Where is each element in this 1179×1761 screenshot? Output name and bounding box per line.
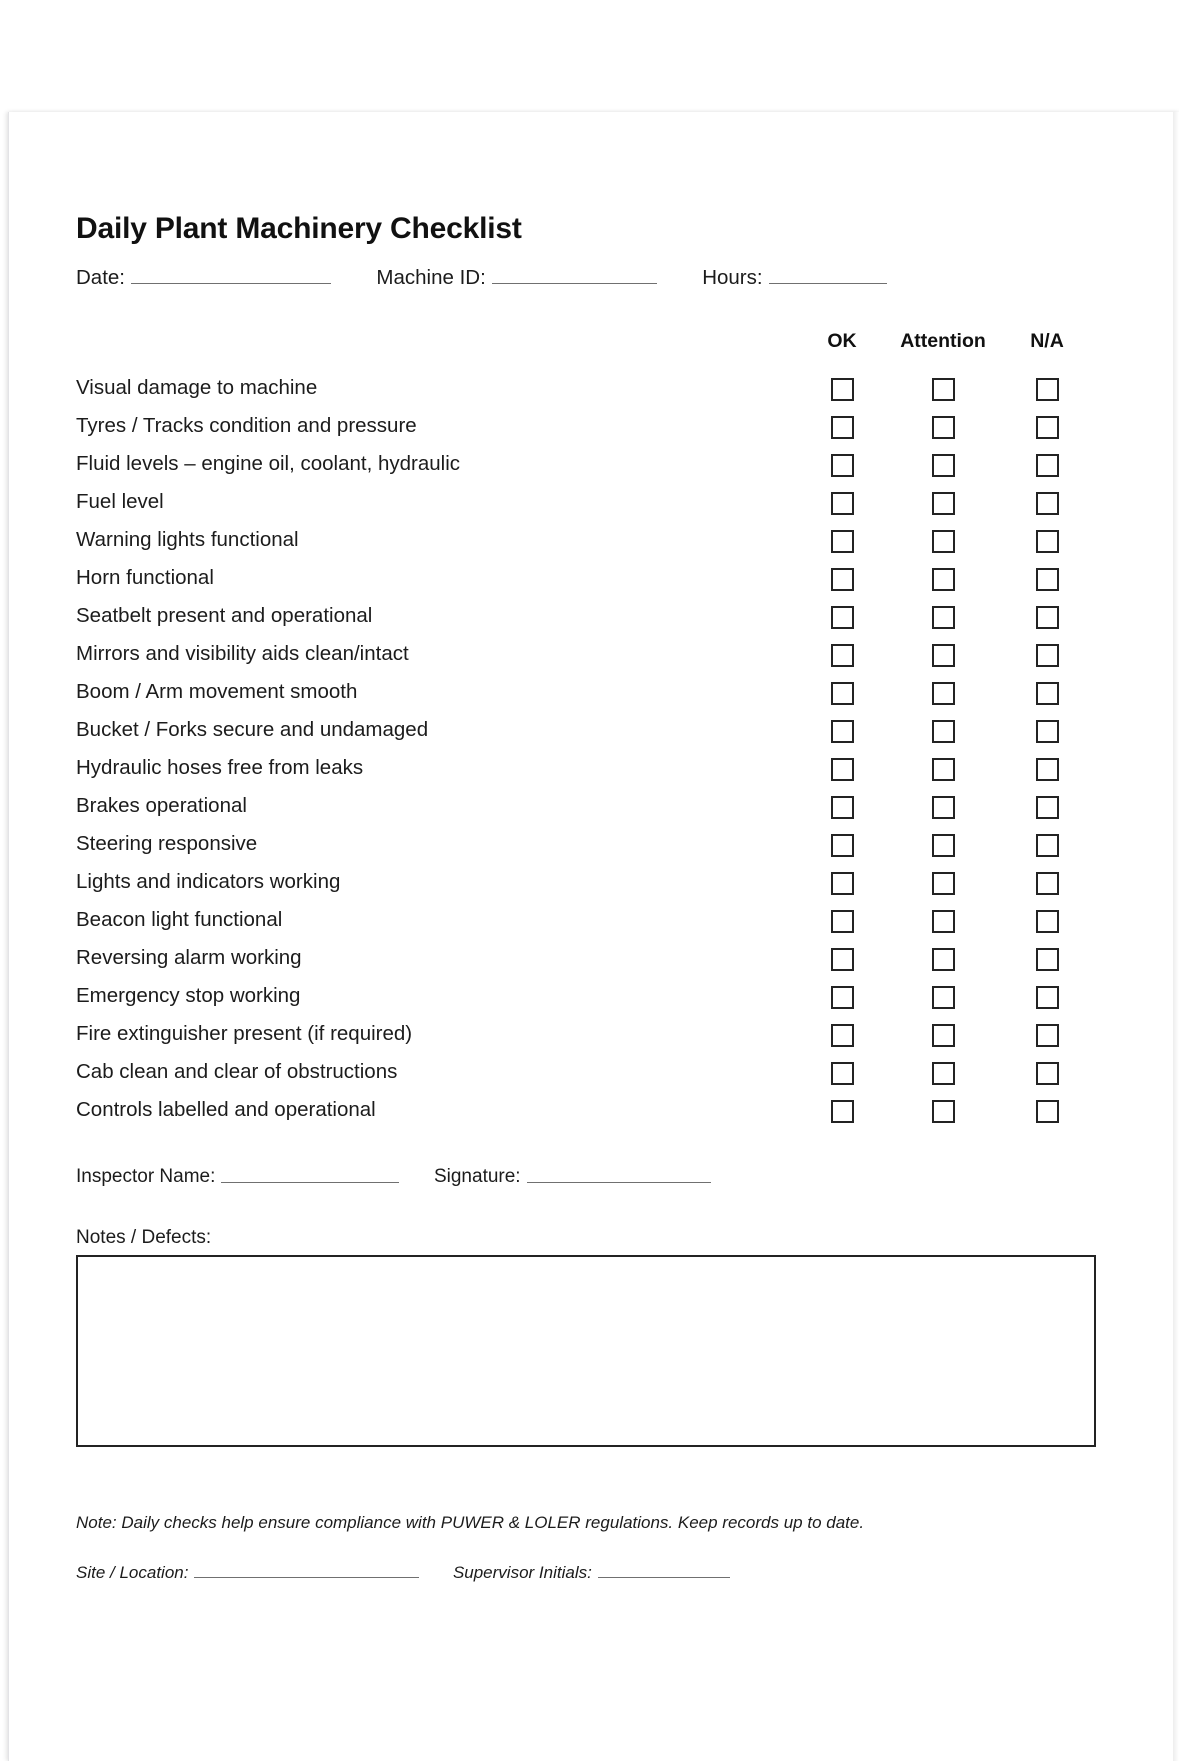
checkbox-cell-ok	[796, 407, 888, 445]
checkbox-ok[interactable]	[831, 454, 854, 477]
checkbox-attention[interactable]	[932, 530, 955, 553]
checkbox-attention[interactable]	[932, 872, 955, 895]
checklist-row	[76, 1053, 1096, 1091]
checkbox-ok[interactable]	[831, 378, 854, 401]
checkbox-ok[interactable]	[831, 416, 854, 439]
checkbox-attention[interactable]	[932, 796, 955, 819]
page-title: Daily Plant Machinery Checklist	[76, 212, 522, 245]
checkbox-ok[interactable]	[831, 1062, 854, 1085]
checkbox-cell-ok	[796, 673, 888, 711]
checklist-row	[76, 1015, 1096, 1053]
checklist-item-label: Visual damage to machine	[76, 376, 318, 400]
hours-field-group	[702, 266, 886, 289]
checkbox-ok[interactable]	[831, 796, 854, 819]
checkbox-cell-na	[998, 597, 1096, 635]
checkbox-ok[interactable]	[831, 492, 854, 515]
checklist-item-label: Steering responsive	[76, 832, 258, 856]
checklist-row	[76, 673, 1096, 711]
checkbox-cell-ok	[796, 559, 888, 597]
checkbox-cell-na	[998, 711, 1096, 749]
checkbox-na[interactable]	[1036, 454, 1059, 477]
checklist-row	[76, 635, 1096, 673]
checklist-item-label: Lights and indicators working	[76, 870, 341, 894]
checkbox-attention[interactable]	[932, 1024, 955, 1047]
site-location-input-rule[interactable]	[194, 1561, 419, 1578]
checkbox-ok[interactable]	[831, 758, 854, 781]
checkbox-ok[interactable]	[831, 872, 854, 895]
checkbox-cell-attention	[888, 749, 998, 787]
checklist-header-row	[76, 330, 1096, 369]
document-content	[76, 212, 1096, 1583]
checklist-row	[76, 825, 1096, 863]
checkbox-cell-ok	[796, 977, 888, 1015]
checkbox-ok[interactable]	[831, 644, 854, 667]
checkbox-ok[interactable]	[831, 1100, 854, 1123]
checkbox-cell-na	[998, 521, 1096, 559]
checkbox-ok[interactable]	[831, 986, 854, 1009]
date-input-rule[interactable]	[131, 264, 331, 284]
checkbox-attention[interactable]	[932, 758, 955, 781]
checkbox-cell-attention	[888, 673, 998, 711]
checkbox-attention[interactable]	[932, 720, 955, 743]
checklist-item-label: Horn functional	[76, 566, 214, 590]
checkbox-cell-attention	[888, 445, 998, 483]
checkbox-cell-na	[998, 559, 1096, 597]
checkbox-attention[interactable]	[932, 682, 955, 705]
checkbox-attention[interactable]	[932, 1100, 955, 1123]
checkbox-cell-na	[998, 749, 1096, 787]
checklist-header	[76, 330, 1096, 369]
checklist-row	[76, 521, 1096, 559]
checklist-item-label: Brakes operational	[76, 794, 247, 818]
checkbox-cell-ok	[796, 483, 888, 521]
checkbox-cell-na	[998, 901, 1096, 939]
checkbox-cell-attention	[888, 635, 998, 673]
checklist-row	[76, 711, 1096, 749]
checkbox-cell-na	[998, 673, 1096, 711]
column-header-item	[76, 330, 796, 369]
checklist-row	[76, 977, 1096, 1015]
checkbox-na[interactable]	[1036, 910, 1059, 933]
checkbox-ok[interactable]	[831, 910, 854, 933]
checkbox-cell-na	[998, 863, 1096, 901]
checkbox-ok[interactable]	[831, 568, 854, 591]
checkbox-cell-attention	[888, 1015, 998, 1053]
checkbox-ok[interactable]	[831, 834, 854, 857]
checkbox-cell-ok	[796, 1015, 888, 1053]
checklist-row	[76, 559, 1096, 597]
checkbox-attention[interactable]	[932, 454, 955, 477]
checkbox-cell-attention	[888, 863, 998, 901]
checkbox-na[interactable]	[1036, 568, 1059, 591]
checkbox-cell-ok	[796, 749, 888, 787]
inspector-name-input-rule[interactable]	[221, 1163, 399, 1182]
checkbox-attention[interactable]	[932, 644, 955, 667]
checkbox-na[interactable]	[1036, 948, 1059, 971]
checkbox-ok[interactable]	[831, 530, 854, 553]
checkbox-na[interactable]	[1036, 1100, 1059, 1123]
header-meta-row	[76, 264, 1096, 290]
checklist-row	[76, 445, 1096, 483]
checkbox-cell-na	[998, 1053, 1096, 1091]
checkbox-attention[interactable]	[932, 986, 955, 1009]
checkbox-cell-na	[998, 977, 1096, 1015]
checklist-row	[76, 901, 1096, 939]
checkbox-cell-na	[998, 787, 1096, 825]
notes-label: Notes / Defects:	[76, 1226, 212, 1248]
checkbox-cell-ok	[796, 1053, 888, 1091]
hours-label: Hours:	[702, 266, 763, 290]
checkbox-cell-ok	[796, 521, 888, 559]
checkbox-attention[interactable]	[932, 568, 955, 591]
checkbox-attention[interactable]	[932, 1062, 955, 1085]
checkbox-cell-ok	[796, 787, 888, 825]
signature-row	[76, 1163, 1096, 1188]
checklist-row	[76, 597, 1096, 635]
checkbox-attention[interactable]	[932, 910, 955, 933]
checkbox-attention[interactable]	[932, 606, 955, 629]
checklist-item-label: Bucket / Forks secure and undamaged	[76, 718, 429, 742]
checklist-item-label: Reversing alarm working	[76, 946, 302, 970]
checkbox-cell-attention	[888, 939, 998, 977]
checkbox-na[interactable]	[1036, 530, 1059, 553]
checklist-item-label: Emergency stop working	[76, 984, 301, 1008]
checkbox-cell-na	[998, 635, 1096, 673]
checkbox-ok[interactable]	[831, 682, 854, 705]
checkbox-cell-attention	[888, 1053, 998, 1091]
machine-id-label: Machine ID:	[376, 266, 486, 290]
checklist-item-label: Controls labelled and operational	[76, 1098, 376, 1122]
checkbox-attention[interactable]	[932, 948, 955, 971]
machine-id-input-rule[interactable]	[492, 264, 657, 284]
checkbox-na[interactable]	[1036, 986, 1059, 1009]
hours-input-rule[interactable]	[769, 264, 887, 284]
checklist-table	[76, 330, 1096, 1129]
checklist-item-label: Beacon light functional	[76, 908, 283, 932]
checkbox-cell-na	[998, 1015, 1096, 1053]
checkbox-cell-attention	[888, 483, 998, 521]
checklist-item-label: Hydraulic hoses free from leaks	[76, 756, 364, 780]
checkbox-cell-na	[998, 825, 1096, 863]
checkbox-cell-attention	[888, 711, 998, 749]
checkbox-cell-na	[998, 939, 1096, 977]
checkbox-cell-na	[998, 483, 1096, 521]
checklist-item-label: Cab clean and clear of obstructions	[76, 1060, 398, 1084]
checkbox-cell-ok	[796, 711, 888, 749]
checkbox-cell-attention	[888, 977, 998, 1015]
checkbox-na[interactable]	[1036, 378, 1059, 401]
checkbox-cell-attention	[888, 825, 998, 863]
signature-label: Signature:	[433, 1166, 521, 1188]
signature-input-rule[interactable]	[527, 1163, 711, 1182]
checkbox-na[interactable]	[1036, 606, 1059, 629]
checkbox-cell-ok	[796, 901, 888, 939]
checkbox-attention[interactable]	[932, 834, 955, 857]
checkbox-cell-attention	[888, 1091, 998, 1129]
checklist-row	[76, 483, 1096, 521]
column-header-attention: Attention	[900, 330, 986, 353]
checkbox-cell-ok	[796, 939, 888, 977]
date-label: Date:	[76, 266, 125, 290]
checkbox-na[interactable]	[1036, 720, 1059, 743]
checkbox-cell-ok	[796, 445, 888, 483]
compliance-note: Note: Daily checks help ensure compliance with PUWER & LOLER regulations. Keep records up to date.	[76, 1512, 865, 1532]
checkbox-na[interactable]	[1036, 1062, 1059, 1085]
checkbox-na[interactable]	[1036, 492, 1059, 515]
checkbox-cell-ok	[796, 597, 888, 635]
checklist-row	[76, 787, 1096, 825]
page-right-shadow	[1173, 112, 1179, 1761]
checklist-body	[76, 369, 1096, 1129]
checkbox-cell-na	[998, 369, 1096, 407]
checkbox-cell-na	[998, 407, 1096, 445]
checklist-item-label: Mirrors and visibility aids clean/intact	[76, 642, 409, 666]
inspector-name-label: Inspector Name:	[76, 1166, 216, 1188]
checkbox-cell-ok	[796, 369, 888, 407]
checklist-row	[76, 407, 1096, 445]
machine-id-field-group	[376, 266, 656, 289]
checkbox-ok[interactable]	[831, 1024, 854, 1047]
checkbox-ok[interactable]	[831, 948, 854, 971]
column-header-ok: OK	[827, 330, 857, 353]
checkbox-cell-attention	[888, 521, 998, 559]
checklist-row	[76, 369, 1096, 407]
checkbox-na[interactable]	[1036, 834, 1059, 857]
footer-row	[76, 1561, 1096, 1583]
checklist-row	[76, 863, 1096, 901]
checkbox-cell-ok	[796, 1091, 888, 1129]
checklist-item-label: Tyres / Tracks condition and pressure	[76, 414, 417, 438]
checklist-item-label: Warning lights functional	[76, 528, 299, 552]
checkbox-na[interactable]	[1036, 416, 1059, 439]
checkbox-na[interactable]	[1036, 682, 1059, 705]
checkbox-cell-attention	[888, 597, 998, 635]
checklist-item-label: Boom / Arm movement smooth	[76, 680, 358, 704]
supervisor-initials-label: Supervisor Initials:	[452, 1562, 592, 1582]
checkbox-cell-attention	[888, 407, 998, 445]
checkbox-ok[interactable]	[831, 720, 854, 743]
site-location-label: Site / Location:	[76, 1562, 189, 1582]
checkbox-na[interactable]	[1036, 796, 1059, 819]
notes-input-box[interactable]	[76, 1255, 1096, 1447]
checkbox-cell-attention	[888, 369, 998, 407]
checklist-row	[76, 1091, 1096, 1129]
checkbox-na[interactable]	[1036, 1024, 1059, 1047]
checkbox-attention[interactable]	[932, 416, 955, 439]
checkbox-cell-ok	[796, 863, 888, 901]
checklist-item-label: Fluid levels – engine oil, coolant, hydraulic	[76, 452, 461, 476]
date-field-group	[76, 266, 331, 289]
checkbox-attention[interactable]	[932, 492, 955, 515]
checkbox-attention[interactable]	[932, 378, 955, 401]
checkbox-cell-ok	[796, 635, 888, 673]
checklist-item-label: Fuel level	[76, 490, 164, 514]
checkbox-na[interactable]	[1036, 872, 1059, 895]
checkbox-cell-na	[998, 1091, 1096, 1129]
checkbox-cell-attention	[888, 901, 998, 939]
supervisor-initials-input-rule[interactable]	[598, 1561, 730, 1578]
checkbox-cell-attention	[888, 559, 998, 597]
checklist-item-label: Fire extinguisher present (if required)	[76, 1022, 413, 1046]
checklist-row	[76, 939, 1096, 977]
checkbox-ok[interactable]	[831, 606, 854, 629]
column-header-na: N/A	[1030, 330, 1064, 353]
checkbox-cell-ok	[796, 825, 888, 863]
checkbox-cell-attention	[888, 787, 998, 825]
checkbox-na[interactable]	[1036, 644, 1059, 667]
checkbox-cell-na	[998, 445, 1096, 483]
checkbox-na[interactable]	[1036, 758, 1059, 781]
checklist-item-label: Seatbelt present and operational	[76, 604, 373, 628]
checklist-row	[76, 749, 1096, 787]
